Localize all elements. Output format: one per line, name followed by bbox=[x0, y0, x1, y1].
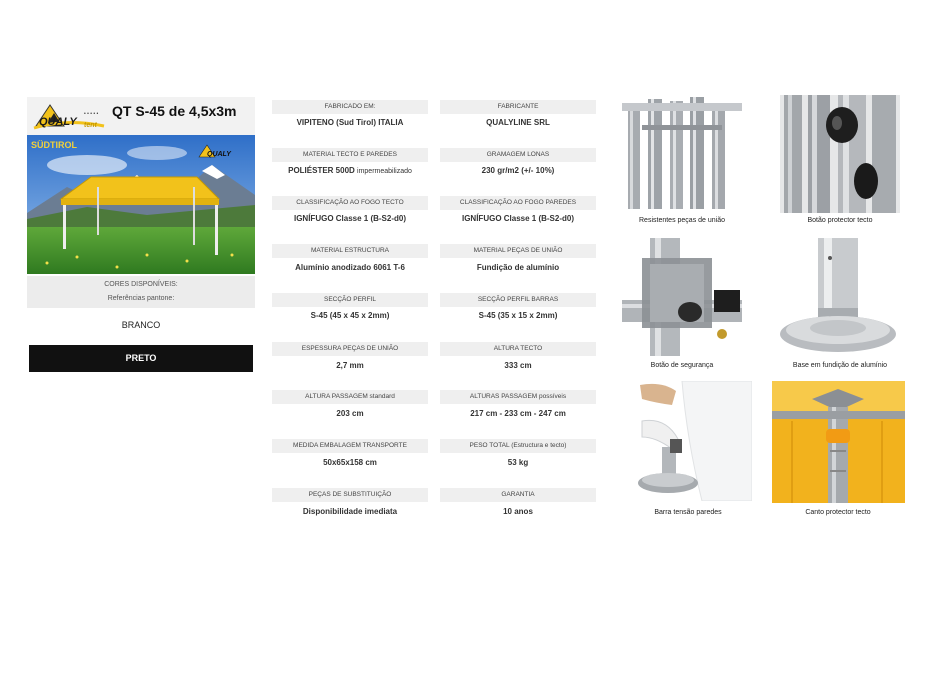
spec-value: Fundição de alumínio bbox=[476, 263, 560, 272]
photo-caption: Resistentes peças de união bbox=[639, 217, 725, 224]
spec-value: 50x65x158 cm bbox=[323, 458, 377, 467]
spec-label: MEDIDA EMBALAGEM TRANSPORTE bbox=[272, 439, 428, 453]
color-option-preto[interactable]: PRETO bbox=[29, 345, 253, 372]
photo-caption: Barra tensão paredes bbox=[654, 509, 722, 516]
spec-label: PEÇAS DE SUBSTITUIÇÃO bbox=[272, 488, 428, 502]
spec-label: SECÇÃO PERFIL bbox=[272, 293, 428, 307]
spec-label: FABRICADO EM: bbox=[272, 100, 428, 114]
spec-label: MATERIAL ESTRUCTURA bbox=[272, 244, 428, 258]
colors-label: CORES DISPONÍVEIS: bbox=[104, 281, 178, 288]
photo-roof-corner-protector bbox=[772, 381, 905, 503]
spec-value: Alumínio anodizado 6061 T-6 bbox=[295, 263, 405, 272]
hero-brand-text: SÜDTIROL bbox=[31, 140, 77, 150]
spec-label: CLASSIFICAÇÃO AO FOGO PAREDES bbox=[440, 196, 596, 210]
spec-label: ALTURAS PASSAGEM possíveis bbox=[440, 390, 596, 404]
spec-value: 217 cm - 233 cm - 247 cm bbox=[470, 409, 566, 418]
spec-label: ALTURA TECTO bbox=[440, 342, 596, 356]
product-title: QT S-45 de 4,5x3m bbox=[112, 103, 237, 119]
photo-caption: Canto protector tecto bbox=[805, 509, 871, 516]
spec-label: SECÇÃO PERFIL BARRAS bbox=[440, 293, 596, 307]
spec-value: 203 cm bbox=[336, 409, 364, 418]
spec-label: CLASSIFICAÇÃO AO FOGO TECTO bbox=[272, 196, 428, 210]
spec-value: VIPITENO (Sud Tirol) ITALIA bbox=[296, 118, 404, 127]
spec-value bbox=[272, 166, 428, 175]
spec-value: 230 gr/m2 (+/- 10%) bbox=[481, 166, 555, 175]
photo-wall-tension-bar bbox=[632, 381, 752, 501]
photo-roof-protector-button bbox=[780, 95, 900, 213]
spec-value: 2,7 mm bbox=[336, 361, 364, 370]
spec-label: GARANTIA bbox=[440, 488, 596, 502]
svg-text:QUALY: QUALY bbox=[207, 151, 231, 158]
svg-text:• • • • •: • • • • • bbox=[84, 111, 99, 117]
spec-label: MATERIAL TECTO E PAREDES bbox=[272, 148, 428, 162]
logo-sub-text: tent bbox=[84, 122, 97, 129]
photo-connector-parts bbox=[622, 95, 742, 213]
spec-label: GRAMAGEM LONAS bbox=[440, 148, 596, 162]
spec-value: Disponibilidade imediata bbox=[302, 507, 398, 516]
spec-value: IGNÍFUGO Classe 1 (B-S2-d0) bbox=[461, 214, 575, 223]
spec-value-note: impermeabilizado bbox=[357, 168, 412, 175]
photo-caption: Base em fundição de alumínio bbox=[792, 362, 888, 369]
spec-value: QUALYLINE SRL bbox=[486, 118, 550, 127]
spec-value: 53 kg bbox=[507, 458, 529, 467]
spec-value: IGNÍFUGO Classe 1 (B-S2-d0) bbox=[293, 214, 407, 223]
spec-value: S-45 (45 x 45 x 2mm) bbox=[310, 311, 390, 320]
spec-value-main: POLIÉSTER 500D bbox=[288, 166, 355, 175]
photo-safety-button bbox=[622, 238, 742, 356]
qualytent-logo bbox=[32, 102, 107, 130]
spec-value: 10 anos bbox=[503, 507, 533, 516]
spec-label: MATERIAL PEÇAS DE UNIÃO bbox=[440, 244, 596, 258]
spec-value: 333 cm bbox=[504, 361, 532, 370]
spec-value: S-45 (35 x 15 x 2mm) bbox=[478, 311, 558, 320]
pantone-label: Referências pantone: bbox=[107, 295, 175, 302]
hero-tent-photo bbox=[27, 135, 255, 274]
spec-label: ESPESSURA PEÇAS DE UNIÃO bbox=[272, 342, 428, 356]
logo-text: QUALY bbox=[39, 116, 77, 128]
spec-label: PESO TOTAL (Estructura e tecto) bbox=[440, 439, 596, 453]
photo-cast-aluminium-base bbox=[780, 238, 900, 356]
spec-label: ALTURA PASSAGEM standard bbox=[272, 390, 428, 404]
color-option-branco[interactable]: BRANCO bbox=[27, 312, 255, 338]
spec-label: FABRICANTE bbox=[440, 100, 596, 114]
photo-caption: Botão de segurança bbox=[650, 362, 714, 369]
photo-caption: Botão protector tecto bbox=[807, 217, 873, 224]
colors-box bbox=[27, 276, 255, 308]
